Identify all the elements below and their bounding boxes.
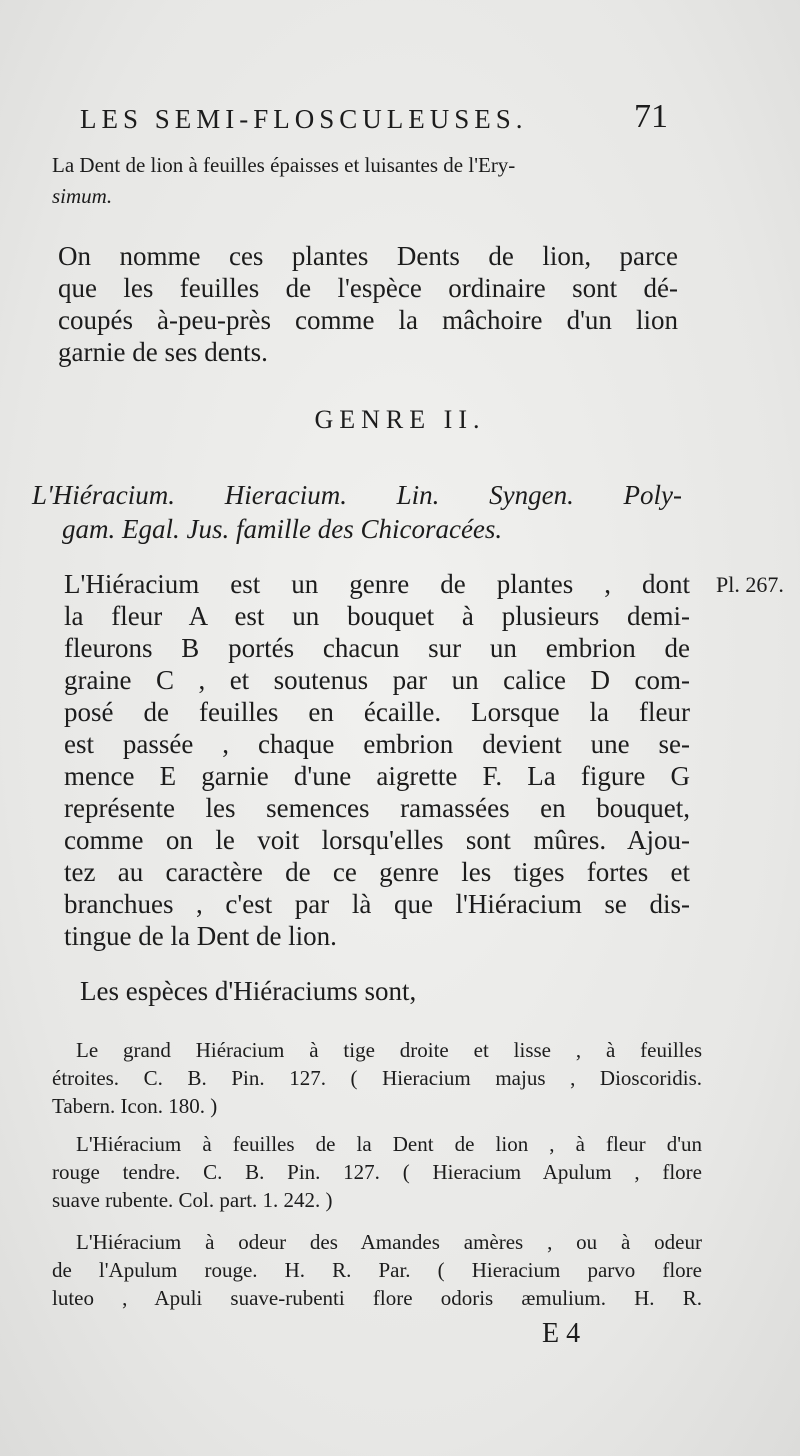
signature-mark: E 4: [542, 1318, 581, 1349]
text-line: Le grand Hiéracium à tige droite et lisse , à feuilles: [76, 1038, 702, 1062]
text-line: posé de feuilles en écaille. Lorsque la fleur: [64, 697, 690, 727]
genus-definition: [32, 478, 682, 546]
text-line: mence E garnie d'une aigrette F. La figure G: [64, 761, 690, 791]
text-line: représente les semences ramassées en bouquet,: [64, 793, 690, 823]
text-line: On nomme ces plantes Dents de lion, parce: [58, 241, 678, 271]
text-line: de l'Apulum rouge. H. R. Par. ( Hieracium parvo flore: [52, 1258, 702, 1282]
text-line: L'Hiéracium à odeur des Amandes amères , ou à odeur: [76, 1230, 702, 1254]
text-line: gam. Egal. Jus. famille des Chicoracées.: [62, 514, 503, 544]
page-number: 71: [634, 98, 668, 135]
text-line: comme on le voit lorsqu'elles sont mûres. Ajou-: [64, 825, 690, 855]
intro-line: La Dent de lion à feuilles épaisses et luisantes de l'Ery-: [52, 153, 516, 177]
text-line: L'Hiéracium à feuilles de la Dent de lion , à fleur d'un: [76, 1132, 702, 1156]
text-line: graine C , et soutenus par un calice D com-: [64, 665, 690, 695]
text-line: L'Hiéracium est un genre de plantes , dont: [64, 569, 690, 599]
text-line: rouge tendre. C. B. Pin. 127. ( Hieracium Apulum , flore: [52, 1160, 702, 1184]
text-line: garnie de ses dents.: [58, 337, 268, 367]
text-line: tingue de la Dent de lion.: [64, 921, 337, 951]
text-line: que les feuilles de l'espèce ordinaire sont dé-: [58, 273, 678, 303]
text-line: la fleur A est un bouquet à plusieurs demi-: [64, 601, 690, 631]
text-line: luteo , Apuli suave-rubenti flore odoris æmulium. H. R.: [52, 1286, 702, 1310]
text-line: fleurons B portés chacun sur un embrion de: [64, 633, 690, 663]
text-line: branchues , c'est par là que l'Hiéracium se dis-: [64, 889, 690, 919]
text-line: L'Hiéracium. Hieracium. Lin. Syngen. Poly-: [32, 480, 682, 510]
intro-line: simum.: [52, 184, 113, 208]
text-line: coupés à-peu-près comme la mâchoire d'un lion: [58, 305, 678, 335]
text-line: tez au caractère de ce genre les tiges fortes et: [64, 857, 690, 887]
paragraph-dents-de-lion: [58, 240, 678, 368]
text-line: suave rubente. Col. part. 1. 242. ): [52, 1188, 333, 1212]
genre-heading: GENRE II.: [314, 405, 486, 434]
species-entry: [52, 1036, 702, 1120]
species-heading: Les espèces d'Hiéraciums sont,: [80, 976, 417, 1006]
paragraph-hieracium: [64, 568, 690, 952]
text-line: Tabern. Icon. 180. ): [52, 1094, 218, 1118]
text-line: est passée , chaque embrion devient une se-: [64, 729, 690, 759]
species-entry: [52, 1130, 702, 1214]
plate-reference: Pl. 267.: [716, 572, 784, 597]
species-entry: [52, 1228, 702, 1312]
running-title: LES SEMI-FLOSCULEUSES.: [80, 104, 528, 134]
text-line: étroites. C. B. Pin. 127. ( Hieracium majus , Dioscoridis.: [52, 1066, 702, 1090]
intro-text: [52, 150, 515, 212]
